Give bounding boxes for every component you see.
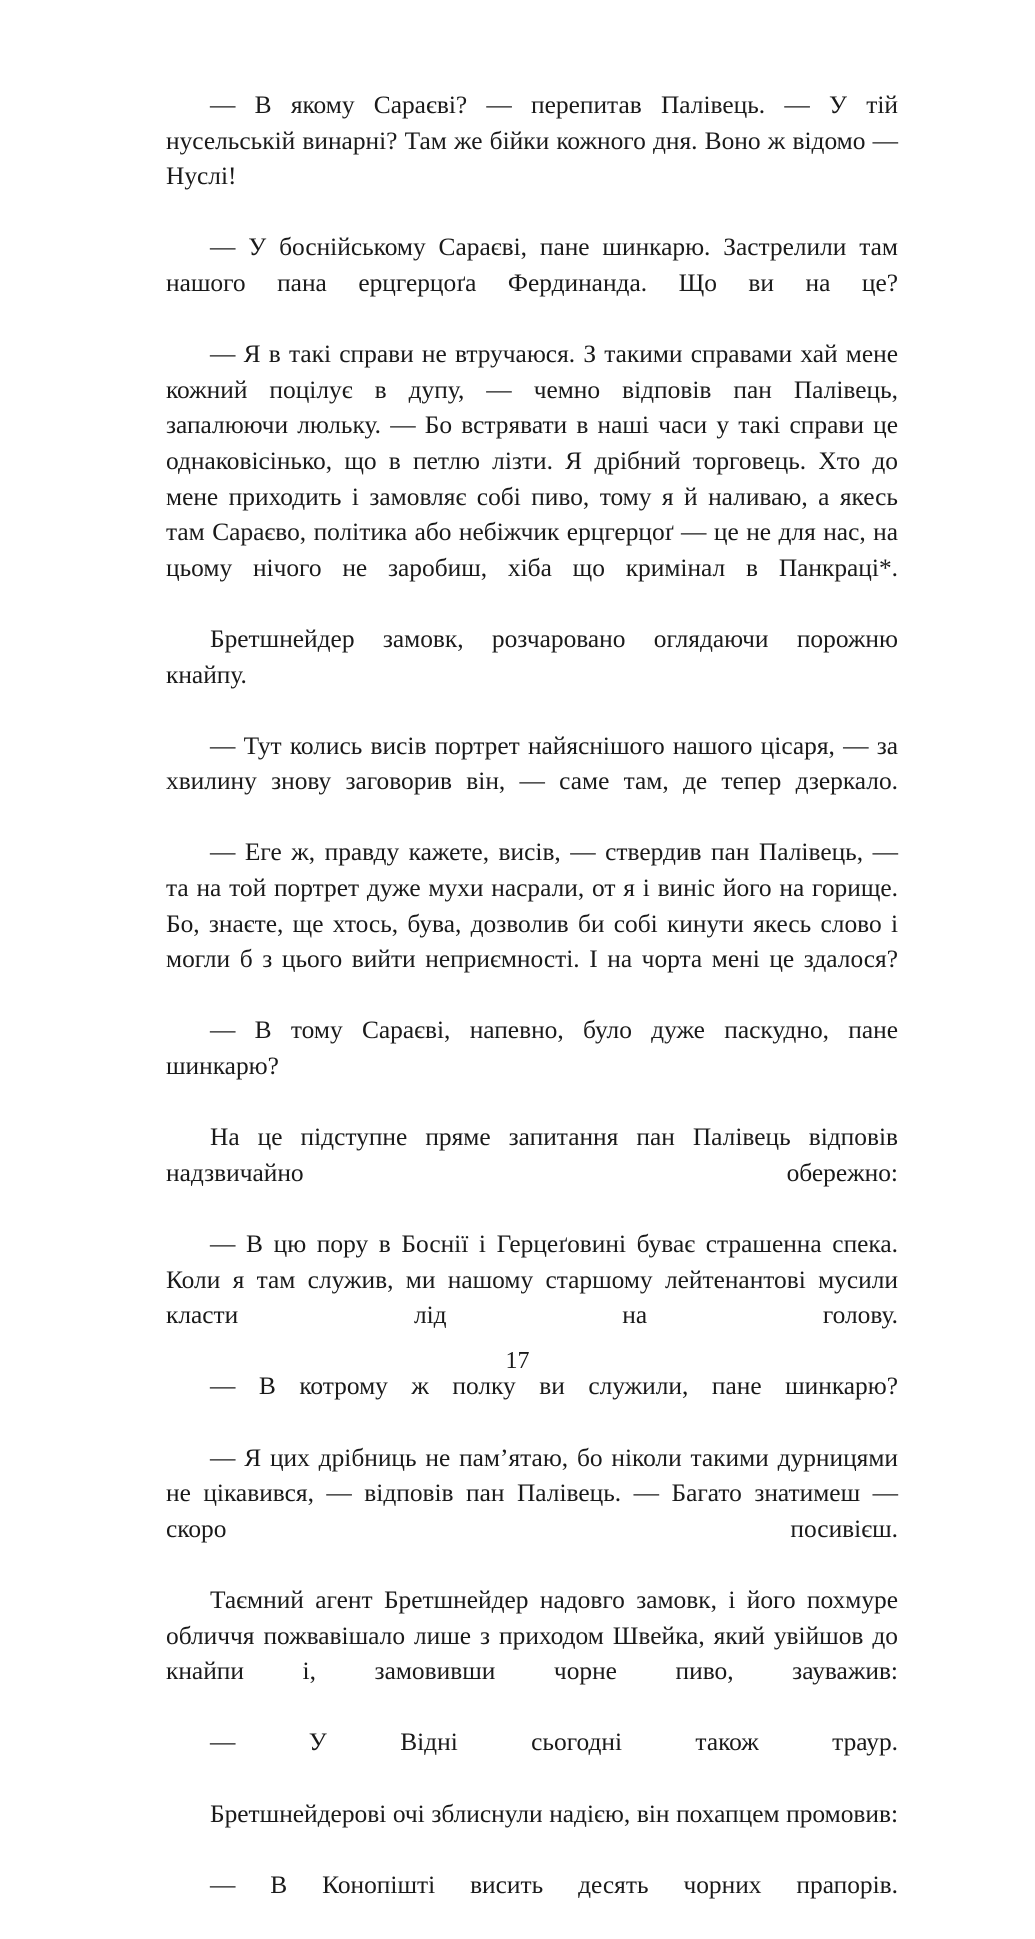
paragraph: — Тут колись висів портрет найяснішого нашого цісаря, — за хвилину знову заговорив він, — саме там, де тепер дзеркало. (166, 731, 898, 796)
paragraph: — Я цих дрібниць не пам’ятаю, бо ніколи такими дурницями не цікавився, — відповів пан Палівець. — Багато знатимеш — скоро посивієш. (166, 1443, 898, 1543)
paragraph: — В тому Сараєві, напевно, було дуже паскудно, пане шинкарю? (166, 1016, 898, 1081)
paragraph: Бретшнейдерові очі зблиснули надією, він похапцем промовив: (210, 1799, 899, 1828)
paragraph: — В котрому ж полку ви служили, пане шинкарю? (210, 1372, 898, 1401)
paragraph: Таємний агент Бретшнейдер надовго замовк, і його похмуре обличчя пожвавішало лише з приходом Швейка, який увійшов до кнайпи і, замовивши чорне пиво, зауважив: (166, 1585, 898, 1686)
paragraph: — У боснійському Сараєві, пане шинкарю. Застрелили там нашого пана ерцгерцоґа Фердинанда. Що ви на це? (166, 233, 898, 297)
paragraph: — Еге ж, правду кажете, висів, — ствердив пан Палівець, — та на той портрет дуже мухи насрали, от я і виніс його на горище. Бо, знаєте, ще хтось, бува, дозволив би собі кинути якесь слово і могли б з цього вийти неприємності. І на чорта мені це здалося? (166, 838, 898, 974)
paragraph: — У Відні сьогодні також траур. (210, 1728, 898, 1757)
paragraph: — В цю пору в Боснії і Герцеґовині буває страшенна спека. Коли я там служив, ми нашому старшому лейтенантові мусили класти лід на голову. (166, 1230, 898, 1330)
paragraph: — В якому Сараєві? — перепитав Палівець. — У тій нусельській винарні? Там же бійки кожного дня. Воно ж відомо — Нуслі! (166, 91, 898, 191)
paragraph: — В Конопішті висить десять чорних прапорів. (210, 1870, 898, 1899)
paragraph: Бретшнейдер замовк, розчаровано оглядаючи порожню кнайпу. (166, 624, 898, 689)
paragraph: На це підступне пряме запитання пан Палівець відповів надзвичайно обережно: (166, 1123, 898, 1187)
paragraph: — Я в такі справи не втручаюся. З такими справами хай мене кожний поцілує в дупу, — чемно відповів пан Палівець, запалюючи люльку. — Бо встрявати в наші часи у такі справи це однаковісінько, що в петлю лізти. Я дрібний торговець. Хто до мене приходить і замовляє собі пиво, тому я й наливаю, а якесь там Сараєво, політика або небіжчик ерцгерцоґ — це не для нас, на цьому нічого не заробиш, хіба що кримінал в Панкраці*. (166, 340, 898, 582)
page-number: 17 (505, 1348, 530, 1374)
page-text-block (166, 88, 898, 1939)
